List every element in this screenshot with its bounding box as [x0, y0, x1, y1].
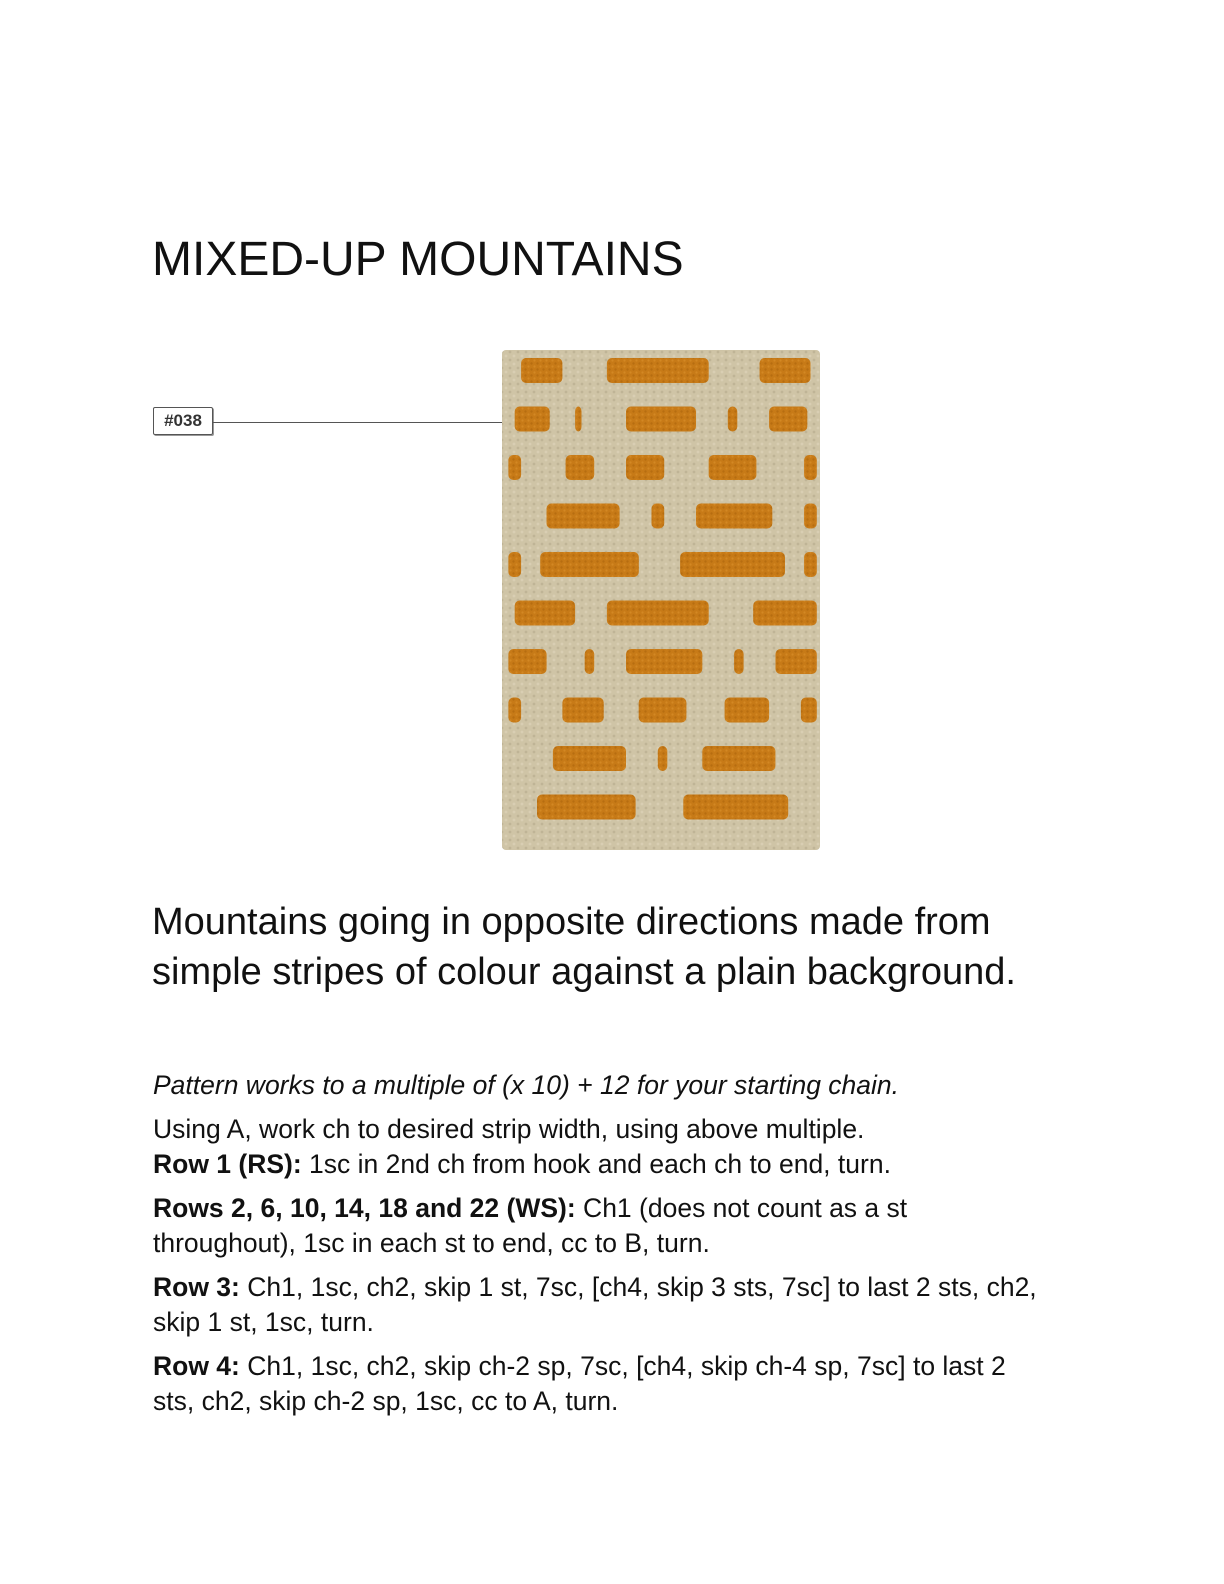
swatch-stripe-texture [652, 504, 665, 529]
swatch-stripe-texture [658, 746, 668, 771]
row-text: 1sc in 2nd ch from hook and each ch to end, turn. [301, 1149, 891, 1179]
swatch-stripe-texture [607, 601, 709, 626]
row-label: Row 3: [153, 1272, 240, 1302]
swatch-stripe-texture [607, 358, 709, 383]
swatch-stripe-texture [540, 552, 639, 577]
row-label: Row 4: [153, 1351, 240, 1381]
row-step [153, 1147, 1053, 1182]
row-label: Rows 2, 6, 10, 14, 18 and 22 (WS): [153, 1193, 576, 1223]
swatch-stripe-texture [521, 358, 562, 383]
swatch-stripe-texture [776, 649, 817, 674]
row-text: Ch1, 1sc, ch2, skip 1 st, 7sc, [ch4, skip 3 sts, 7sc] to last 2 sts, ch2, skip 1 st, 1sc, turn. [153, 1272, 1037, 1337]
swatch-stripe-texture [804, 504, 817, 529]
lead-paragraph: Mountains going in opposite directions made from simple stripes of colour against a plain background. [152, 901, 1016, 993]
swatch-stripe-texture [728, 407, 738, 432]
row-step [153, 1349, 1053, 1419]
swatch-stripe-texture [753, 601, 817, 626]
swatch-stripe-texture [639, 698, 687, 723]
row-label: Row 1 (RS): [153, 1149, 302, 1179]
swatch-stripe-texture [515, 407, 550, 432]
swatch-stripe-texture [515, 601, 575, 626]
row-text: Ch1 (does not count as a st throughout), 1sc in each st to end, cc to B, turn. [153, 1193, 908, 1258]
intro-text: Using A, work ch to desired strip width, using above multiple. [153, 1114, 865, 1144]
swatch-stripe-texture [626, 407, 696, 432]
swatch-stripe-texture [626, 455, 664, 480]
swatch-stripe-texture [801, 698, 817, 723]
swatch-stripe-texture [709, 455, 757, 480]
swatch-stripe-texture [804, 455, 817, 480]
page-title: MIXED-UP MOUNTAINS [152, 233, 684, 286]
multiple-note: Pattern works to a multiple of (x 10) + 12 for your starting chain. [153, 1070, 900, 1100]
swatch-stripe-texture [769, 407, 807, 432]
leader-line [213, 422, 503, 423]
pattern-instructions [153, 1068, 1053, 1428]
swatch-stripe-texture [508, 698, 521, 723]
swatch-stripe-texture [760, 358, 811, 383]
row-step [153, 1270, 1053, 1340]
swatch-stripe-texture [585, 649, 595, 674]
swatch-stripe-texture [508, 552, 521, 577]
row-step [153, 1191, 1053, 1261]
swatch-stripe-texture [562, 698, 603, 723]
swatch-stripe-texture [553, 746, 626, 771]
swatch-stripe-texture [804, 552, 817, 577]
swatch-stripe-texture [547, 504, 620, 529]
swatch-stripe-texture [725, 698, 770, 723]
swatch-stripe-texture [575, 407, 581, 432]
swatch-photo [500, 350, 822, 852]
swatch-stripe-texture [508, 649, 546, 674]
swatch-stripe-texture [696, 504, 772, 529]
swatch-stripe-texture [702, 746, 775, 771]
swatch-stripe-texture [680, 552, 785, 577]
swatch-stripe-texture [626, 649, 702, 674]
swatch-stripe-texture [566, 455, 595, 480]
row-text: Ch1, 1sc, ch2, skip ch-2 sp, 7sc, [ch4, skip ch-4 sp, 7sc] to last 2 sts, ch2, skip ch-2 sp, 1sc, cc to A, turn. [153, 1351, 1006, 1416]
swatch-stripe-texture [537, 795, 636, 820]
swatch-stripe-texture [508, 455, 521, 480]
swatch-stripe-texture [734, 649, 744, 674]
swatch-number-label: #038 [153, 407, 213, 435]
swatch-stripe-texture [683, 795, 788, 820]
